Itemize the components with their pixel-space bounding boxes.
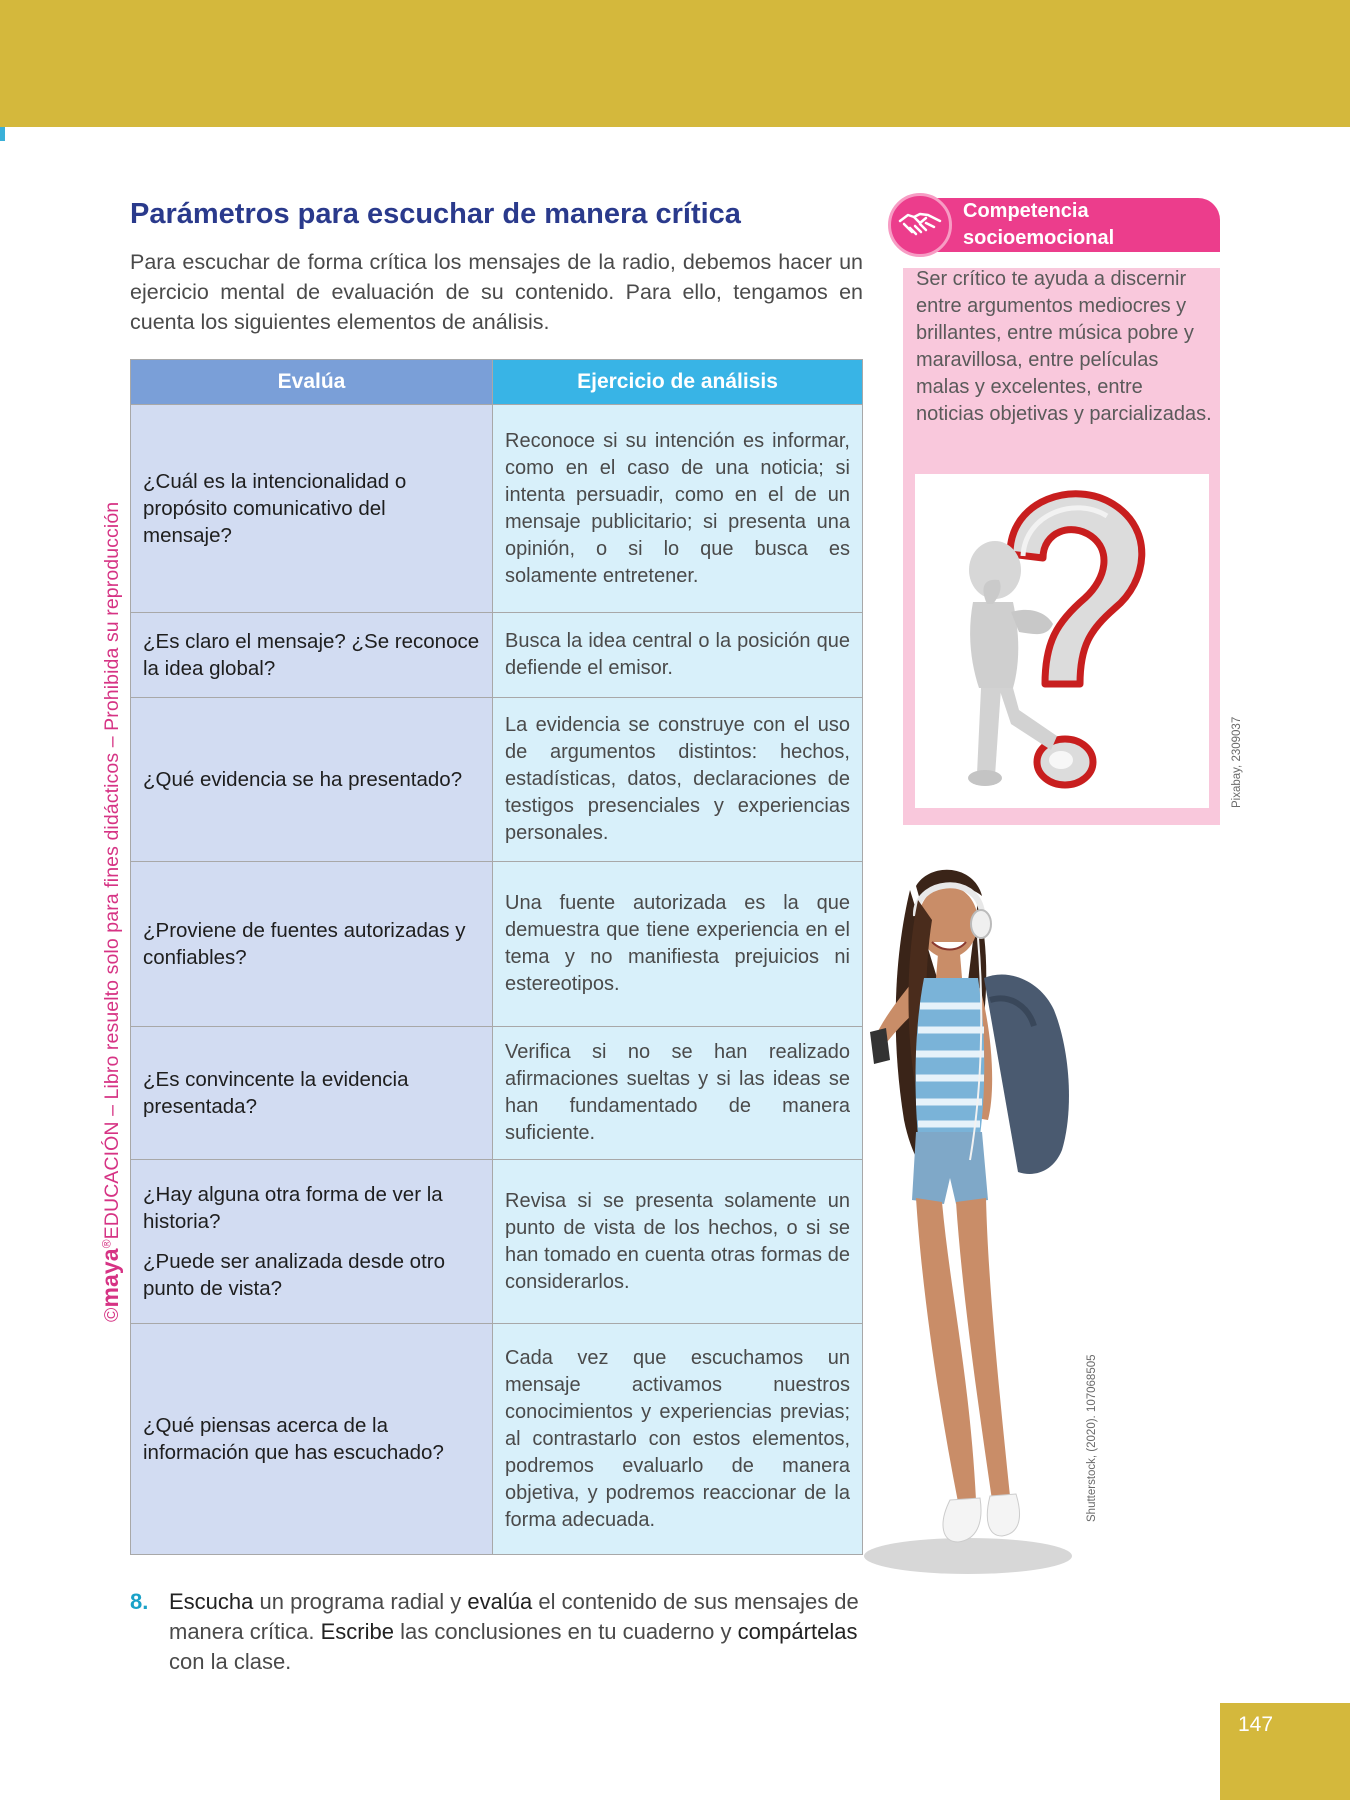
table-row	[131, 1160, 863, 1324]
watermark-copyright-symbol: ©	[101, 1307, 123, 1322]
question-text: ¿Es convincente la evidencia presentada?	[143, 1068, 409, 1118]
analysis-cell: Reconoce si su intención es informar, como en el caso de una noticia; si intenta persuadir, como en el de un mensaje publicitario; si presenta una opinión, o si lo que busca es solamente entretener.	[493, 405, 863, 613]
top-color-band	[0, 0, 1350, 127]
table-row	[131, 1324, 863, 1555]
evalua-cell	[131, 862, 493, 1027]
image-credit-pixabay: Pixabay, 2309037	[1231, 716, 1243, 808]
question-text: ¿Qué evidencia se ha presentado?	[143, 768, 463, 791]
evalua-cell	[131, 698, 493, 862]
header-ejercicio: Ejercicio de análisis	[493, 360, 863, 405]
activity-text-part: las conclusiones en tu cuaderno y	[393, 1619, 738, 1644]
copyright-watermark	[97, 502, 124, 1322]
section-title: Parámetros para escuchar de manera crítica	[130, 198, 741, 230]
watermark-text: EDUCACIÓN – Libro resuelto solo para fines didácticos – Prohibida su reproducción	[101, 501, 123, 1240]
watermark-registered: ®	[99, 1239, 114, 1249]
question-text: ¿Cuál es la intencionalidad o propósito comunicativo del mensaje?	[143, 470, 407, 547]
activity-verb: evalúa	[467, 1589, 533, 1614]
header-evalua: Evalúa	[131, 360, 493, 405]
activity-verb: compártelas	[737, 1619, 858, 1644]
table-row	[131, 405, 863, 613]
table-header-row	[131, 360, 863, 405]
competencia-title: Competencia socioemocional	[963, 200, 1115, 249]
question-text: ¿Qué piensas acerca de la información que has escuchado?	[143, 1414, 444, 1464]
activity-text-part: con la clase.	[169, 1649, 292, 1674]
image-credit-shutterstock: Shutterstock, (2020). 107068505	[1086, 1354, 1098, 1522]
table-row	[131, 862, 863, 1027]
activity-text	[169, 1587, 870, 1677]
analysis-cell: Revisa si se presenta solamente un punto de vista de los hechos, o si se han tomado en cuenta otras formas de considerarlos.	[493, 1160, 863, 1324]
question-text: ¿Proviene de fuentes autorizadas y confiables?	[143, 919, 466, 969]
top-accent-tick	[0, 127, 5, 141]
activity-verb: Escribe	[320, 1619, 394, 1644]
competencia-text: Ser crítico te ayuda a discernir entre argumentos mediocres y brillantes, entre música pobre y maravillosa, entre películas malas y excelentes, entre noticias objetivas y parcializadas.	[916, 268, 1212, 425]
question-text: ¿Es claro el mensaje? ¿Se reconoce la idea global?	[143, 630, 480, 680]
analysis-cell: Busca la idea central o la posición que defiende el emisor.	[493, 613, 863, 698]
table-row	[131, 1027, 863, 1160]
analysis-cell: Una fuente autorizada es la que demuestra que tiene experiencia en el tema y no manifiesta prejuicios ni estereotipos.	[493, 862, 863, 1027]
analysis-cell: Cada vez que escuchamos un mensaje activamos nuestros conocimientos y experiencias previas; al contrastarlo con estos elementos, podremos evaluarlo de manera objetiva, y podremos reaccionar de la forma adecuada.	[493, 1324, 863, 1555]
page-number: 147	[1238, 1713, 1274, 1736]
analysis-cell: Verifica si no se han realizado afirmaciones sueltas y si las ideas se han fundamentado de manera suficiente.	[493, 1027, 863, 1160]
question-text-secondary: ¿Puede ser analizada desde otro punto de vista?	[143, 1250, 446, 1300]
evalua-cell	[131, 1027, 493, 1160]
activity-text-part: un programa radial y	[253, 1589, 468, 1614]
watermark-brand: maya	[97, 1248, 123, 1308]
evalua-cell	[131, 1324, 493, 1555]
analysis-cell: La evidencia se construye con el uso de argumentos distintos: hechos, estadísticas, datos, declaraciones de testigos presenciales y experiencias personales.	[493, 698, 863, 862]
intro-paragraph: Para escuchar de forma crítica los mensajes de la radio, debemos hacer un ejercicio mental de evaluación de su contenido. Para ello, tengamos en cuenta los siguientes elementos de análisis.	[130, 250, 863, 334]
table-row	[131, 613, 863, 698]
evalua-cell	[131, 1160, 493, 1324]
activity-text-part: el contenido de sus mensajes de manera crítica.	[169, 1589, 859, 1644]
analysis-table	[130, 359, 863, 1555]
handshake-icon	[888, 193, 952, 257]
activity-8	[130, 1587, 870, 1677]
activity-verb: Escucha	[169, 1589, 254, 1614]
evalua-cell	[131, 613, 493, 698]
activity-number: 8.	[130, 1589, 149, 1614]
student-photo	[858, 860, 1078, 1578]
table-row	[131, 698, 863, 862]
question-text: ¿Hay alguna otra forma de ver la historia?	[143, 1183, 443, 1233]
evalua-cell	[131, 405, 493, 613]
question-mark-figure	[915, 474, 1209, 808]
